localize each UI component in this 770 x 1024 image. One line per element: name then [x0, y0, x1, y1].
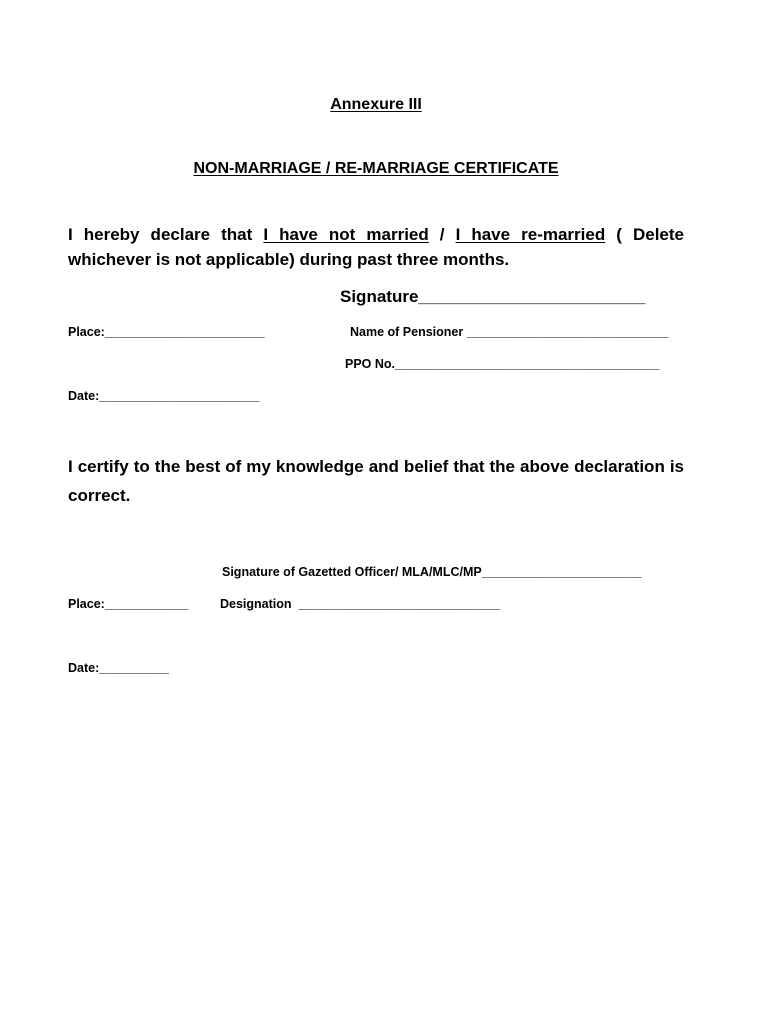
declaration-separator: / — [428, 225, 456, 244]
option-not-married: I have not married — [263, 225, 429, 244]
pensioner-name-field: Name of Pensioner _____________________________ — [350, 325, 669, 339]
annexure-heading: Annexure III — [330, 96, 422, 113]
officer-date-field: Date:__________ — [68, 661, 169, 675]
certificate-title: NON-MARRIAGE / RE-MARRIAGE CERTIFICATE — [193, 160, 559, 177]
option-re-married: I have re-married — [455, 225, 606, 244]
pensioner-place-field: Place:_______________________ — [68, 325, 265, 339]
ppo-number-field: PPO No.______________________________________ — [345, 357, 660, 371]
declaration-prefix: I hereby declare that — [68, 225, 264, 244]
pensioner-signature-field: Signature________________________ — [340, 287, 646, 306]
officer-place-field: Place:____________ — [68, 597, 189, 611]
officer-signature-field: Signature of Gazetted Officer/ MLA/MLC/MP_______________________ — [222, 565, 642, 579]
declaration-suffix: ( Delete whichever is not applicable) during past three months. — [68, 225, 685, 269]
declaration-paragraph — [68, 222, 684, 272]
pensioner-date-field: Date:_______________________ — [68, 389, 260, 403]
certification-paragraph: I certify to the best of my knowledge and belief that the above declaration is correct. — [68, 457, 684, 505]
officer-designation-field: Designation _____________________________ — [220, 597, 501, 611]
